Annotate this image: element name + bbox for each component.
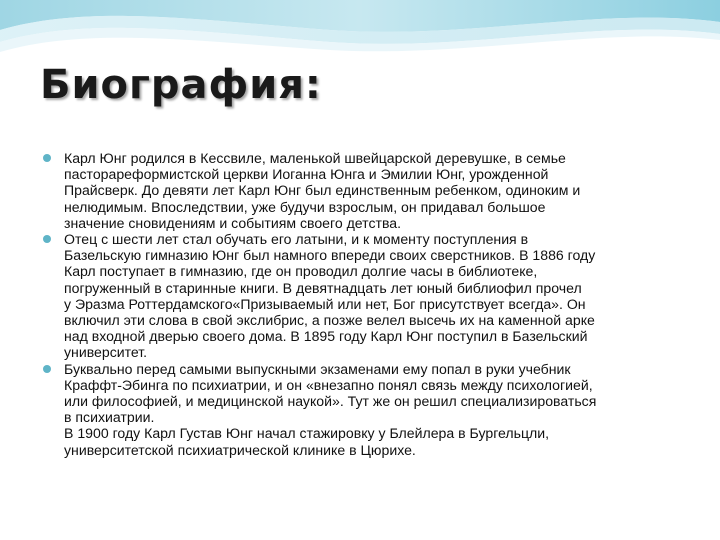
paragraph-line: над входной дверью своего дома. В 1895 году Карл Юнг поступил в Базельский [64,328,588,345]
wave-header-decoration [0,0,720,70]
paragraph-line: Краффт-Эбинга по психиатрии, и он «внезапно понял связь между психологией, [64,376,593,393]
paragraph-line: Карл Юнг родился в Кессвиле, маленькой швейцарской деревушке, в семье [64,150,566,166]
paragraph-line: пасторареформистской церкви Иоганна Юнга и Эмилии Юнг, урожденной [64,166,549,183]
paragraph-line: Базельскую гимназию Юнг был намного впереди своих сверстников. В 1886 году [64,247,596,264]
paragraph-line: В 1900 году Карл Густав Юнг начал стажировку у Блейлера в Бургельцли, [64,425,550,442]
paragraph-line: включил эти слова в свой экслибрис, а позже велел высечь их на каменной арке [64,312,595,329]
paragraph-line: университет. [64,344,148,361]
list-item [40,231,680,361]
paragraph-line: университетской психиатрической клинике в Цюрихе. [64,441,416,458]
paragraph-line: Отец с шести лет стал обучать его латыни, и к моменту поступления в [64,231,529,248]
paragraph-line: или философией, и медицинской наукой». Тут же он решил специализироваться [64,393,597,410]
paragraph-line: Буквально перед самыми выпускными экзаменами ему попал в руки учебник [64,360,571,377]
paragraph-line: нелюдимым. Впоследствии, уже будучи взрослым, он придавал большое [64,198,546,215]
bullet-list [40,150,680,458]
paragraph-line: Прайсверк. До девяти лет Карл Юнг был единственным ребенком, одиноким и [64,182,581,199]
paragraph-line: в психиатрии. [64,409,155,426]
bullet-icon [43,365,51,373]
bullet-icon [43,235,51,243]
bullet-icon [43,154,51,162]
paragraph-line: Карл поступает в гимназию, где он проводил долгие часы в библиотеке, [64,263,538,280]
list-item [40,361,680,458]
list-item [40,150,680,231]
slide-title: Биография: [40,62,322,108]
paragraph-line: погруженный в старинные книги. В девятнадцать лет юный библиофил прочел [64,279,582,296]
paragraph-line: у Эразма Роттердамского«Призываемый или нет, Бог присутствует всегда». Он [64,295,586,312]
paragraph-line: значение сновидениям и событиям своего детства. [64,214,402,231]
